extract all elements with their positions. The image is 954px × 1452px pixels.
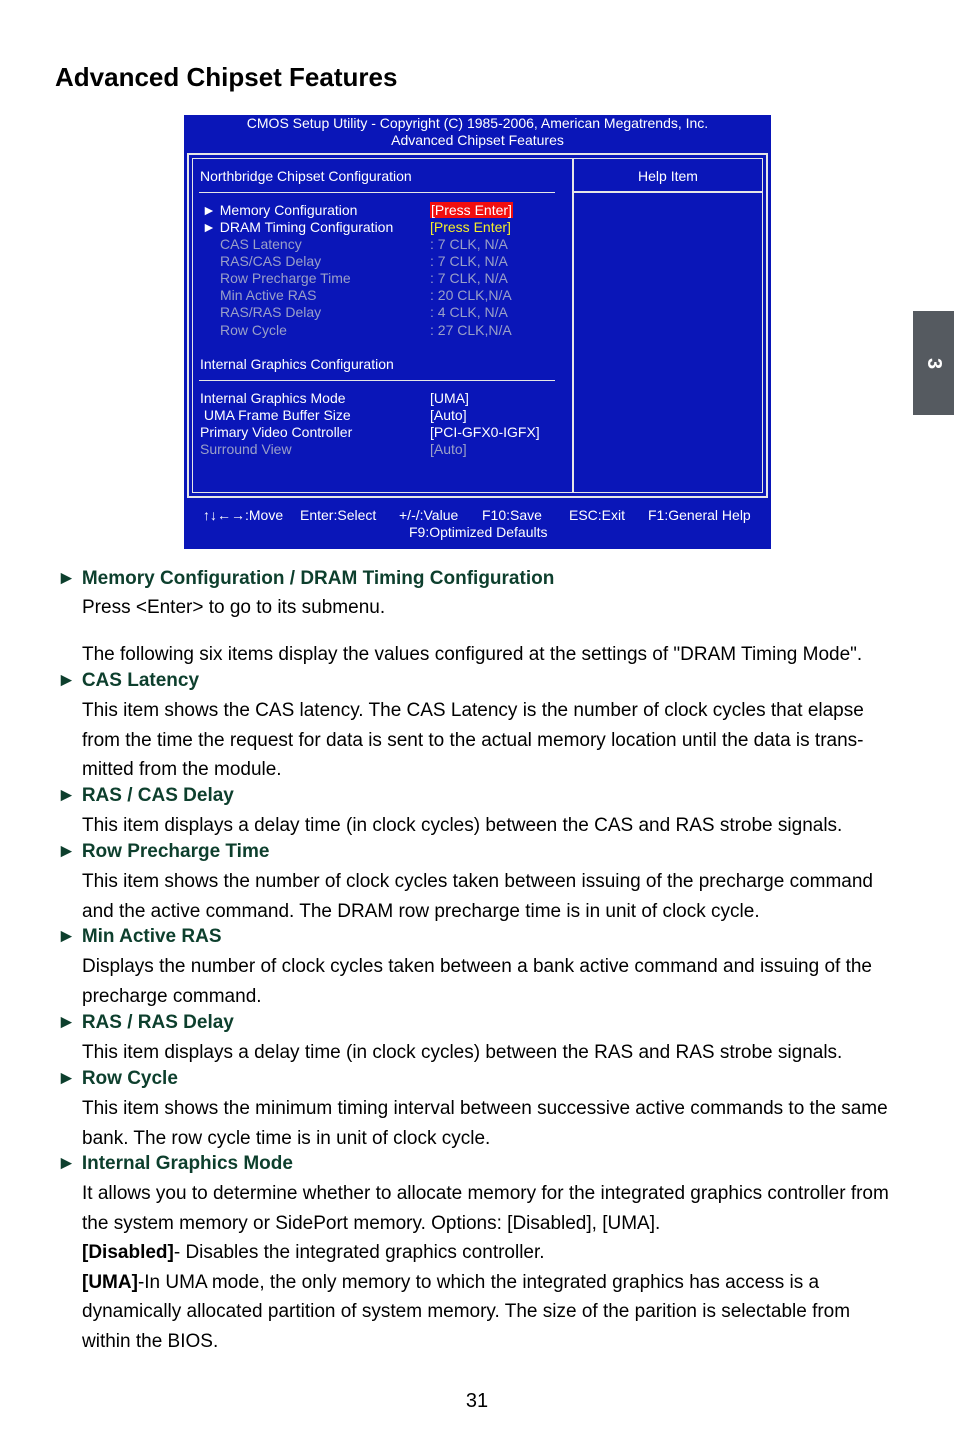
cas-latency-value: : 7 CLK, N/A bbox=[430, 236, 508, 252]
page-number: 31 bbox=[465, 1390, 489, 1412]
ras-ras-delay-item: RAS/RAS Delay bbox=[220, 304, 322, 320]
memory-configuration-value[interactable]: [Press Enter] bbox=[431, 202, 512, 218]
section-text: Press <Enter> to go to its submenu. bbox=[82, 597, 386, 618]
bios-frame bbox=[187, 153, 768, 498]
footer-defaults: F9:Optimized Defaults bbox=[409, 524, 548, 540]
section-heading-memory-configuration: ► Memory Configuration / DRAM Timing Configuration bbox=[57, 568, 555, 589]
row-precharge-time-item: Row Precharge Time bbox=[220, 270, 351, 286]
internal-graphics-mode-item[interactable]: Internal Graphics Mode bbox=[200, 390, 346, 406]
cas-latency-item: CAS Latency bbox=[220, 236, 302, 252]
section-text: This item shows the CAS latency. The CAS Latency is the number of clock cycles that elapse from the time the request for data is sent to the actual memory location until the data is trans-mitted from the module. bbox=[82, 700, 864, 780]
uma-frame-buffer-size-value[interactable]: [Auto] bbox=[430, 407, 467, 423]
chapter-tab bbox=[913, 311, 954, 415]
bios-screen bbox=[184, 115, 771, 549]
memory-configuration-item[interactable]: ► Memory Configuration bbox=[202, 202, 358, 218]
bios-copyright: CMOS Setup Utility - Copyright (C) 1985-2006, American Megatrends, Inc. bbox=[246, 115, 709, 131]
dram-timing-configuration-item[interactable]: ► DRAM Timing Configuration bbox=[202, 219, 394, 235]
footer-help: F1:General Help bbox=[648, 507, 751, 523]
dram-timing-configuration-value[interactable]: [Press Enter] bbox=[430, 219, 511, 235]
chapter-number: 3 bbox=[923, 357, 945, 369]
arrow-icon: ► bbox=[57, 670, 76, 691]
ras-ras-delay-value: : 4 CLK, N/A bbox=[430, 304, 508, 320]
section-text: This item displays a delay time (in clock cycles) between the RAS and RAS strobe signals. bbox=[82, 1042, 843, 1063]
section-heading-internal-graphics-mode: ► Internal Graphics Mode bbox=[57, 1153, 293, 1174]
section-heading-cas-latency: ► CAS Latency bbox=[57, 670, 200, 691]
divider bbox=[199, 192, 555, 193]
min-active-ras-item: Min Active RAS bbox=[220, 287, 317, 303]
row-cycle-item: Row Cycle bbox=[220, 322, 287, 338]
footer-move: ↑↓←→:Move bbox=[203, 507, 284, 523]
uma-frame-buffer-size-item[interactable]: UMA Frame Buffer Size bbox=[200, 407, 351, 423]
ras-cas-delay-item: RAS/CAS Delay bbox=[220, 253, 322, 269]
section-text: This item displays a delay time (in clock cycles) between the CAS and RAS strobe signals. bbox=[82, 815, 843, 836]
help-panel bbox=[572, 159, 762, 492]
bios-settings-panel bbox=[193, 159, 572, 492]
section-heading-row-cycle: ► Row Cycle bbox=[57, 1068, 178, 1089]
min-active-ras-value: : 20 CLK,N/A bbox=[430, 287, 512, 303]
arrow-icon: ► bbox=[57, 1153, 76, 1174]
bios-header bbox=[184, 115, 771, 149]
footer-select: Enter:Select bbox=[300, 507, 377, 523]
row-cycle-value: : 27 CLK,N/A bbox=[430, 322, 512, 338]
ras-cas-delay-value: : 7 CLK, N/A bbox=[430, 253, 508, 269]
footer-save: F10:Save bbox=[482, 507, 542, 523]
section-heading-row-precharge-time: ► Row Precharge Time bbox=[57, 841, 270, 862]
arrow-icon: ► bbox=[57, 1012, 76, 1033]
arrow-icon: ► bbox=[57, 785, 76, 806]
northbridge-section-title: Northbridge Chipset Configuration bbox=[200, 168, 412, 184]
footer-exit: ESC:Exit bbox=[569, 507, 626, 523]
arrow-icon: ► bbox=[57, 926, 76, 947]
page-title: Advanced Chipset Features bbox=[55, 62, 398, 92]
section-text: The following six items display the values configured at the settings of "DRAM Timing Mode". bbox=[82, 644, 863, 665]
surround-view-item: Surround View bbox=[200, 441, 292, 457]
primary-video-controller-item[interactable]: Primary Video Controller bbox=[200, 424, 353, 440]
section-text: Displays the number of clock cycles taken between a bank active command and issuing of the precharge command. bbox=[82, 956, 872, 1007]
divider bbox=[199, 380, 555, 381]
bios-screen-title: Advanced Chipset Features bbox=[391, 132, 564, 148]
disabled-option-description: [Disabled]- Disables the integrated graphics controller. bbox=[82, 1242, 545, 1263]
internal-graphics-section-title: Internal Graphics Configuration bbox=[200, 356, 394, 372]
footer-value: +/-/:Value bbox=[399, 507, 459, 523]
section-heading-ras-cas-delay: ► RAS / CAS Delay bbox=[57, 785, 234, 806]
arrow-icon: ► bbox=[57, 841, 76, 862]
primary-video-controller-value[interactable]: [PCI-GFX0-IGFX] bbox=[430, 424, 540, 440]
uma-option-description: [UMA]-In UMA mode, the only memory to which the integrated graphics has access is a dynamically allocated partition of system memory. The size of the parition is selectable from within the BIOS. bbox=[82, 1271, 851, 1352]
help-item-title: Help Item bbox=[574, 159, 762, 193]
section-heading-ras-ras-delay: ► RAS / RAS Delay bbox=[57, 1012, 234, 1033]
section-text: It allows you to determine whether to allocate memory for the integrated graphics controller from the system memory or SidePort memory. Options: [Disabled], [UMA]. [Disabled]- Disables the integrated graphics controller. [UMA]-In UMA mode, the only memory to which the integrated graphics has access is a dynamically allocated partition of system memory. The size of the parition is selectable from within the BIOS. bbox=[82, 1179, 897, 1356]
section-text: This item shows the minimum timing interval between successive active commands to the same bank. The row cycle time is in unit of clock cycle. bbox=[82, 1098, 888, 1149]
section-heading-min-active-ras: ► Min Active RAS bbox=[57, 926, 222, 947]
internal-graphics-mode-value[interactable]: [UMA] bbox=[430, 390, 469, 406]
row-precharge-time-value: : 7 CLK, N/A bbox=[430, 270, 508, 286]
arrow-icon: ► bbox=[57, 568, 76, 589]
surround-view-value: [Auto] bbox=[430, 441, 467, 457]
section-text: This item shows the number of clock cycles taken between issuing of the precharge command and the active command. The DRAM row precharge time is in unit of clock cycle. bbox=[82, 871, 873, 922]
arrow-icon: ► bbox=[57, 1068, 76, 1089]
